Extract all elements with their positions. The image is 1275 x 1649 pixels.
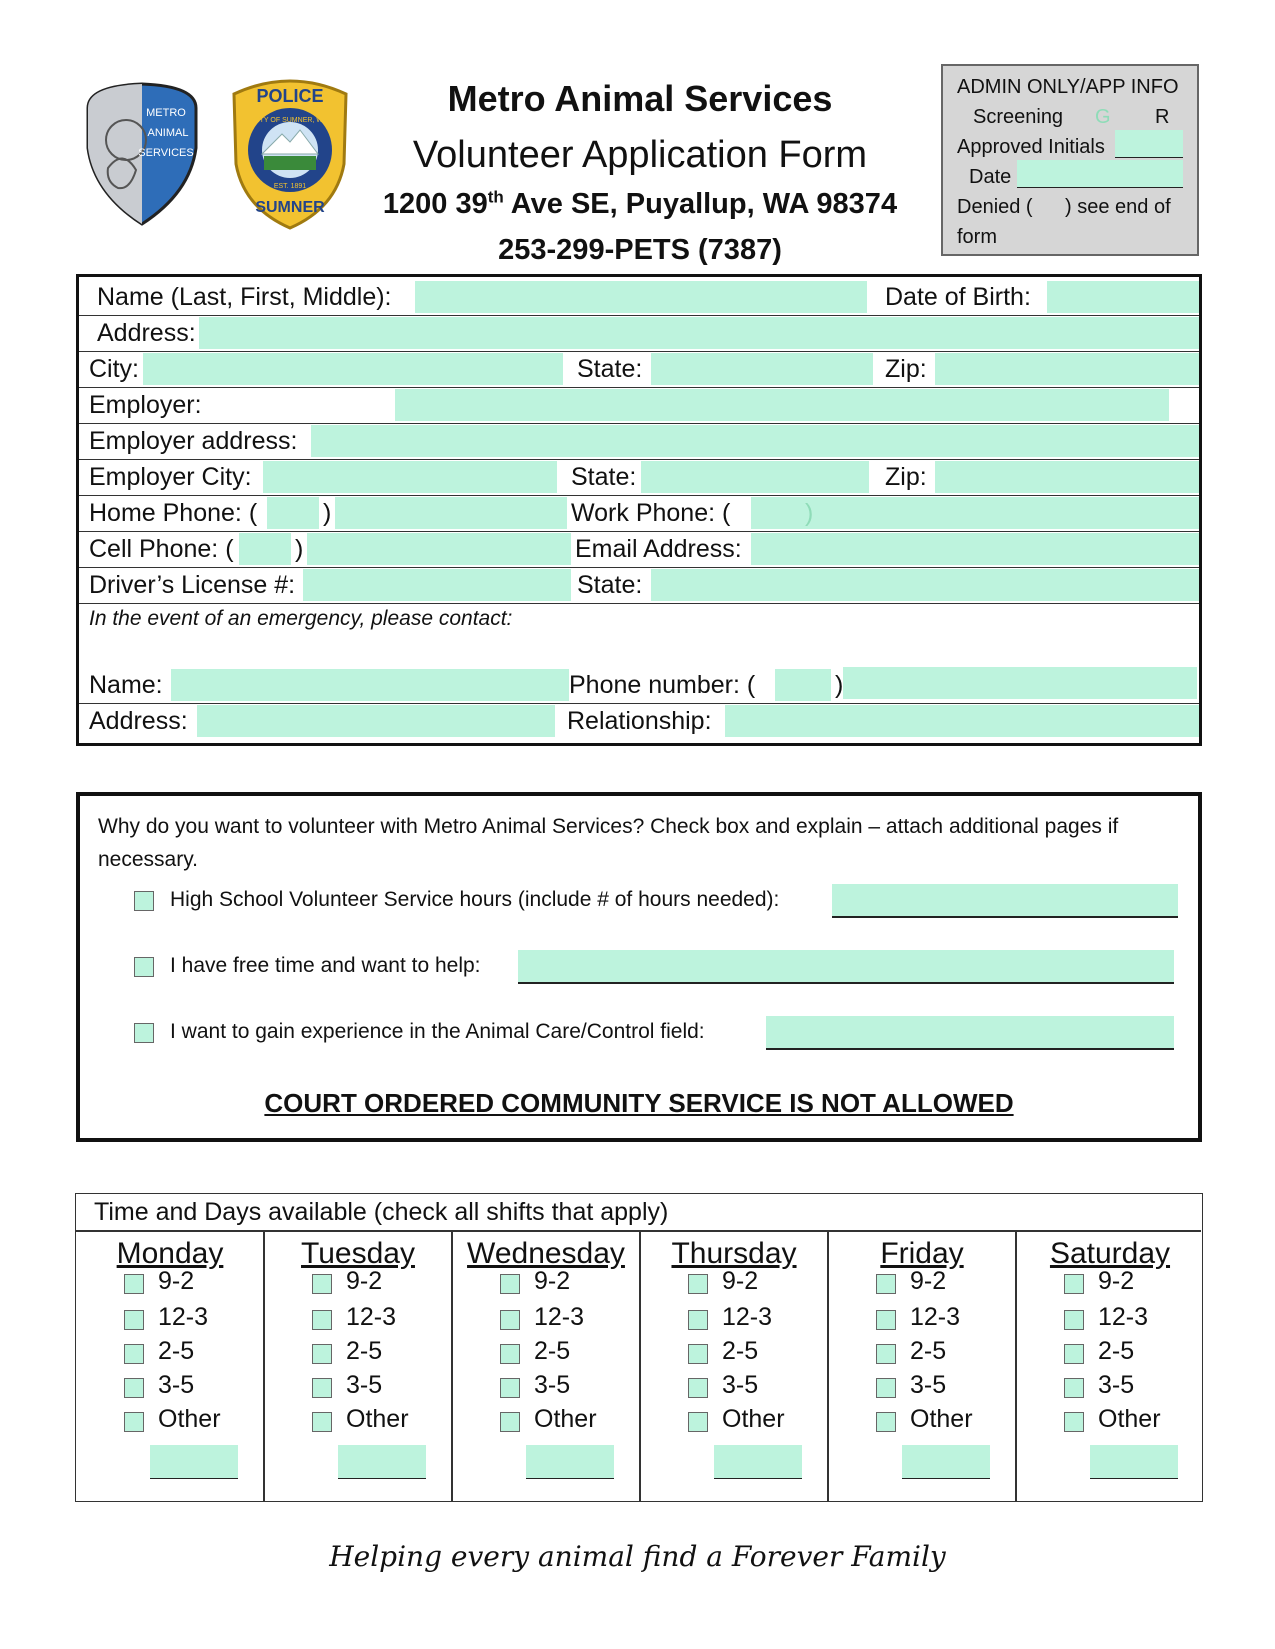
option-high-school-field[interactable] [832, 884, 1178, 916]
name-label: Name (Last, First, Middle): [97, 283, 392, 311]
shift-checkbox[interactable] [312, 1412, 332, 1432]
denied-label-c: form [957, 226, 997, 248]
logo-text-3: SERVICES [138, 147, 194, 159]
dl-state-field[interactable] [651, 569, 1199, 601]
shift-checkbox[interactable] [1064, 1344, 1084, 1364]
shift-label: Other [910, 1405, 973, 1433]
zip-field[interactable] [935, 353, 1199, 385]
admin-date-field[interactable] [1017, 160, 1183, 188]
shift-checkbox[interactable] [1064, 1274, 1084, 1294]
employer-city-label: Employer City: [89, 463, 252, 491]
shift-label: 3-5 [346, 1371, 383, 1399]
drivers-license-label: Driver’s License #: [89, 571, 296, 599]
city-field[interactable] [143, 353, 563, 385]
shift-label: 12-3 [722, 1303, 773, 1331]
form-title: Volunteer Application Form [412, 134, 868, 176]
date-label: Date [969, 166, 1012, 188]
option-experience-field[interactable] [766, 1016, 1174, 1048]
employer-address-label: Employer address: [89, 427, 298, 455]
shift-checkbox[interactable] [688, 1344, 708, 1364]
other-time-field[interactable] [526, 1445, 614, 1479]
shift-label: Other [1098, 1405, 1161, 1433]
shift-checkbox[interactable] [500, 1378, 520, 1398]
employer-state-field[interactable] [641, 461, 869, 493]
police-badge-logo [226, 72, 354, 232]
other-time-field[interactable] [150, 1445, 238, 1479]
day-column-saturday [1016, 1231, 1204, 1501]
shift-label: 9-2 [722, 1267, 759, 1295]
day-title: Friday [880, 1237, 964, 1270]
city-label: City: [89, 355, 139, 383]
shift-label: 2-5 [534, 1337, 571, 1365]
shift-checkbox[interactable] [876, 1274, 896, 1294]
screening-g[interactable]: G [1095, 106, 1111, 128]
metro-animal-services-logo [78, 78, 206, 228]
em-phone-label: Phone number: ( [569, 671, 756, 699]
org-address [360, 188, 920, 221]
badge-bottom-text: SUMNER [255, 199, 325, 216]
em-phone-field[interactable] [843, 667, 1197, 699]
shift-label: 2-5 [158, 1337, 195, 1365]
work-phone-paren: ) [805, 499, 814, 527]
shift-checkbox[interactable] [688, 1310, 708, 1330]
shift-label: 12-3 [346, 1303, 397, 1331]
shift-checkbox[interactable] [124, 1412, 144, 1432]
shift-label: 2-5 [722, 1337, 759, 1365]
day-column-friday [828, 1231, 1016, 1501]
work-phone-field[interactable] [751, 497, 1199, 529]
shift-label: 12-3 [1098, 1303, 1149, 1331]
shift-label: 9-2 [1098, 1267, 1135, 1295]
em-phone-paren: ) [835, 671, 844, 699]
availability-schedule [75, 1193, 1203, 1502]
cell-phone-area-field[interactable] [239, 533, 291, 565]
shift-checkbox[interactable] [876, 1412, 896, 1432]
shift-checkbox[interactable] [312, 1274, 332, 1294]
em-address-field[interactable] [197, 705, 555, 737]
shift-checkbox[interactable] [876, 1344, 896, 1364]
shift-label: 3-5 [158, 1371, 195, 1399]
employer-state-label: State: [571, 463, 637, 491]
cell-phone-field[interactable] [307, 533, 571, 565]
other-time-field[interactable] [714, 1445, 802, 1479]
shift-label: Other [158, 1405, 221, 1433]
shift-label: Other [722, 1405, 785, 1433]
shift-label: 9-2 [158, 1267, 195, 1295]
screening-label: Screening [973, 106, 1064, 128]
home-phone-label: Home Phone: ( [89, 499, 258, 527]
logo-text-2: ANIMAL [147, 127, 189, 139]
address-label: Address: [97, 319, 196, 347]
day-title: Thursday [671, 1237, 797, 1270]
shift-checkbox[interactable] [124, 1310, 144, 1330]
shift-label: 3-5 [1098, 1371, 1135, 1399]
shift-label: 2-5 [1098, 1337, 1135, 1365]
em-phone-area-field[interactable] [775, 669, 831, 701]
court-service-notice: COURT ORDERED COMMUNITY SERVICE IS NOT ALLOWED [264, 1088, 1014, 1118]
shift-label: 2-5 [346, 1337, 383, 1365]
dl-state-label: State: [577, 571, 643, 599]
shift-checkbox[interactable] [876, 1310, 896, 1330]
work-phone-label: Work Phone: ( [571, 499, 731, 527]
schedule-header: Time and Days available (check all shifts that apply) [94, 1198, 669, 1226]
address-part2: Ave SE, Puyallup, WA 98374 [503, 188, 898, 220]
shift-checkbox[interactable] [688, 1412, 708, 1432]
address-sup: th [487, 187, 504, 207]
shift-checkbox[interactable] [124, 1344, 144, 1364]
day-column-monday [76, 1231, 264, 1501]
option-free-time-label: I have free time and want to help: [170, 954, 481, 977]
badge-est-text: EST. 1891 [273, 183, 307, 190]
shift-label: 9-2 [534, 1267, 571, 1295]
state-field[interactable] [651, 353, 873, 385]
address-field[interactable] [199, 317, 1199, 349]
screening-r[interactable]: R [1155, 106, 1170, 128]
admin-title: ADMIN ONLY/APP INFO [957, 76, 1179, 98]
shift-checkbox[interactable] [500, 1310, 520, 1330]
approved-initials-label: Approved Initials [957, 136, 1105, 158]
dob-label: Date of Birth: [885, 283, 1031, 311]
zip-label: Zip: [885, 355, 927, 383]
shift-checkbox[interactable] [688, 1274, 708, 1294]
shift-label: 12-3 [158, 1303, 209, 1331]
org-title: Metro Animal Services [447, 78, 833, 119]
shift-label: 9-2 [346, 1267, 383, 1295]
em-relationship-field[interactable] [725, 705, 1199, 737]
other-time-field[interactable] [338, 1445, 426, 1479]
em-address-label: Address: [89, 707, 188, 735]
shift-checkbox[interactable] [500, 1412, 520, 1432]
shift-checkbox[interactable] [124, 1378, 144, 1398]
approved-initials-field[interactable] [1115, 130, 1183, 158]
employer-zip-field[interactable] [935, 461, 1199, 493]
badge-ring-text: CITY OF SUMNER, WA [252, 117, 328, 124]
address-part1: 1200 39 [382, 188, 488, 220]
shift-label: Other [346, 1405, 409, 1433]
state-label: State: [577, 355, 643, 383]
shift-checkbox[interactable] [312, 1310, 332, 1330]
day-title: Saturday [1049, 1237, 1171, 1270]
logo-text-1: METRO [146, 107, 186, 119]
other-time-field[interactable] [902, 1445, 990, 1479]
employer-label: Employer: [89, 391, 202, 419]
day-title: Wednesday [467, 1237, 625, 1270]
reason-question: Why do you want to volunteer with Metro Animal Services? Check box and explain – attach additional pages if necessary. [98, 815, 1119, 871]
shift-checkbox[interactable] [876, 1378, 896, 1398]
employer-address-field[interactable] [311, 425, 1199, 457]
shift-label: 12-3 [910, 1303, 961, 1331]
email-field[interactable] [751, 533, 1199, 565]
shift-checkbox[interactable] [312, 1378, 332, 1398]
footer-tagline: Helping every animal find a Forever Family [329, 1540, 946, 1573]
org-phone: 253-299-PETS (7387) [498, 234, 782, 266]
day-column-tuesday [264, 1231, 452, 1501]
shift-checkbox[interactable] [1064, 1412, 1084, 1432]
shift-checkbox[interactable] [688, 1378, 708, 1398]
shift-label: 3-5 [534, 1371, 571, 1399]
em-name-field[interactable] [171, 669, 569, 701]
home-phone-paren: ) [323, 499, 332, 527]
dob-field[interactable] [1047, 281, 1199, 313]
employer-city-field[interactable] [263, 461, 557, 493]
emergency-contact-note: In the event of an emergency, please contact: [89, 607, 513, 630]
badge-top-text: POLICE [256, 86, 324, 106]
shift-checkbox[interactable] [312, 1344, 332, 1364]
shift-label: 12-3 [534, 1303, 585, 1331]
email-label: Email Address: [575, 535, 742, 563]
home-phone-field[interactable] [335, 497, 567, 529]
employer-zip-label: Zip: [885, 463, 927, 491]
name-field[interactable] [415, 281, 867, 313]
option-experience-label: I want to gain experience in the Animal Care/Control field: [170, 1020, 705, 1043]
shift-label: Other [534, 1405, 597, 1433]
option-experience-checkbox[interactable] [134, 1023, 154, 1043]
shift-checkbox[interactable] [500, 1344, 520, 1364]
employer-field[interactable] [395, 389, 1169, 421]
cell-phone-paren: ) [295, 535, 304, 563]
shift-label: 3-5 [722, 1371, 759, 1399]
option-high-school-checkbox[interactable] [134, 891, 154, 911]
option-free-time-field[interactable] [518, 950, 1174, 982]
day-title: Tuesday [301, 1237, 415, 1270]
admin-info-box [941, 64, 1199, 256]
denied-label-b: ) see end of [1065, 196, 1171, 218]
option-high-school-label: High School Volunteer Service hours (include # of hours needed): [170, 888, 780, 911]
home-phone-area-field[interactable] [267, 497, 319, 529]
volunteer-reason-section [76, 792, 1202, 1142]
day-column-wednesday [452, 1231, 640, 1501]
shift-checkbox[interactable] [1064, 1310, 1084, 1330]
shift-label: 2-5 [910, 1337, 947, 1365]
day-column-thursday [640, 1231, 828, 1501]
em-name-label: Name: [89, 671, 163, 699]
day-title: Monday [116, 1237, 224, 1270]
applicant-info-section [76, 274, 1202, 746]
other-time-field[interactable] [1090, 1445, 1178, 1479]
shift-label: 3-5 [910, 1371, 947, 1399]
cell-phone-label: Cell Phone: ( [89, 535, 234, 563]
em-relationship-label: Relationship: [567, 707, 712, 735]
shift-checkbox[interactable] [1064, 1378, 1084, 1398]
drivers-license-field[interactable] [303, 569, 571, 601]
shift-checkbox[interactable] [124, 1274, 144, 1294]
shift-checkbox[interactable] [500, 1274, 520, 1294]
denied-label: Denied ( [957, 196, 1033, 218]
shift-label: 9-2 [910, 1267, 947, 1295]
option-free-time-checkbox[interactable] [134, 957, 154, 977]
